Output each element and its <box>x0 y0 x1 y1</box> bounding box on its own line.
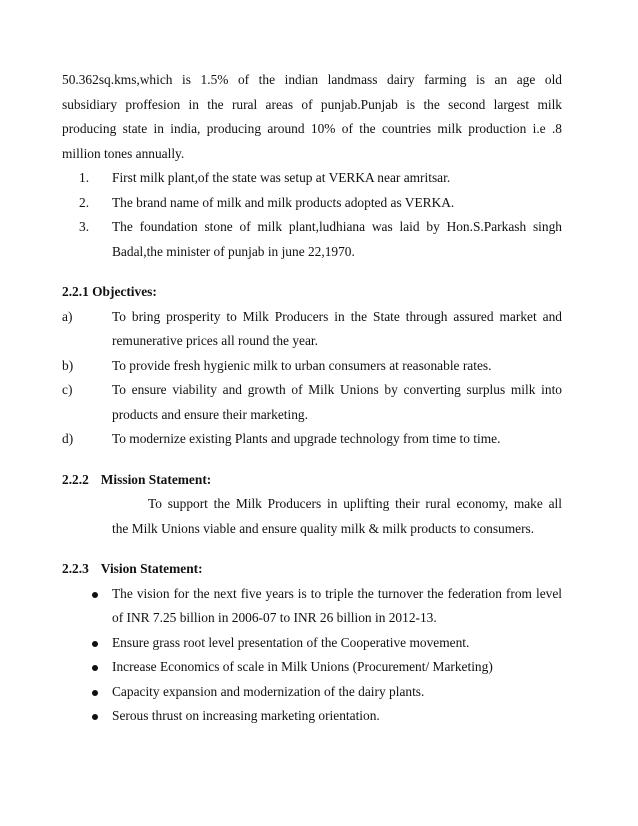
item-text: Badal,the minister of punjab in june 22,1970. <box>112 243 355 259</box>
objective-text: products and ensure their marketing. <box>112 406 308 422</box>
objective-marker: a) <box>62 308 73 324</box>
bullet-icon <box>92 641 98 647</box>
item-text: The brand name of milk and milk products adopted as VERKA. <box>112 194 455 210</box>
objective-text: To modernize existing Plants and upgrade technology from time to time. <box>112 431 501 446</box>
document-page <box>62 68 562 729</box>
bullet-icon <box>92 690 98 696</box>
vision-item <box>62 680 562 705</box>
objective-marker: c) <box>62 382 73 397</box>
intro-line: subsidiary proffesion in the rural areas of punjab.Punjab is the second largest milk <box>62 96 562 112</box>
item-text: First milk plant,of the state was setup at VERKA near amritsar. <box>112 170 451 185</box>
vision-item <box>62 704 562 729</box>
objective-item <box>62 354 562 379</box>
mission-line: To support the Milk Producers in uplifting their rural economy, make all <box>148 496 562 511</box>
vision-text: Serous thrust on increasing marketing orientation. <box>112 708 380 723</box>
numbered-item <box>62 215 562 264</box>
vision-text: Capacity expansion and modernization of the dairy plants. <box>112 683 425 699</box>
mission-heading <box>62 468 562 493</box>
objective-text: To provide fresh hygienic milk to urban consumers at reasonable rates. <box>112 357 492 373</box>
objectives-heading: 2.2.1 Objectives: <box>62 284 157 299</box>
objective-item <box>62 427 562 452</box>
vision-title: Vision Statement: <box>100 561 203 576</box>
vision-text: Ensure grass root level presentation of the Cooperative movement. <box>112 634 470 650</box>
vision-item <box>62 655 562 680</box>
vision-number: 2.2.3 <box>62 561 89 576</box>
mission-line: the Milk Unions viable and ensure quality milk & milk products to consumers. <box>112 520 535 536</box>
vision-item <box>62 582 562 631</box>
objective-text: To ensure viability and growth of Milk Unions by converting surplus milk into <box>112 382 562 397</box>
intro-line: 50.362sq.kms,which is 1.5% of the indian landmass dairy farming is an age old <box>62 72 562 87</box>
bullet-icon <box>92 592 98 598</box>
objective-marker: b) <box>62 357 74 373</box>
item-number: 1. <box>79 170 90 185</box>
intro-paragraph <box>62 68 562 166</box>
vision-heading <box>62 557 562 582</box>
mission-paragraph <box>62 492 562 541</box>
vision-text: The vision for the next five years is to triple the turnover the federation from level <box>112 585 562 601</box>
item-number: 2. <box>79 194 90 210</box>
numbered-list <box>62 166 562 264</box>
intro-line: producing state in india, producing around 10% of the countries milk production i.e .8 <box>62 121 562 136</box>
objectives-list <box>62 305 562 452</box>
vision-text: Increase Economics of scale in Milk Unions (Procurement/ Marketing) <box>112 659 493 674</box>
bullet-icon <box>92 714 98 720</box>
objective-text: remunerative prices all round the year. <box>112 333 318 348</box>
bullet-icon <box>92 665 98 671</box>
objective-item <box>62 378 562 427</box>
numbered-item <box>62 166 562 191</box>
intro-line: million tones annually. <box>62 145 185 161</box>
numbered-item <box>62 191 562 216</box>
vision-item <box>62 631 562 656</box>
vision-list <box>62 582 562 729</box>
item-number: 3. <box>79 219 90 234</box>
mission-title: Mission Statement: <box>100 471 212 487</box>
objective-marker: d) <box>62 431 74 446</box>
mission-number: 2.2.2 <box>62 471 89 487</box>
objective-text: To bring prosperity to Milk Producers in the State through assured market and <box>112 308 562 324</box>
objective-item <box>62 305 562 354</box>
vision-text: of INR 7.25 billion in 2006-07 to INR 26 billion in 2012-13. <box>112 610 437 625</box>
item-text: The foundation stone of milk plant,ludhiana was laid by Hon.S.Parkash singh <box>112 219 562 234</box>
